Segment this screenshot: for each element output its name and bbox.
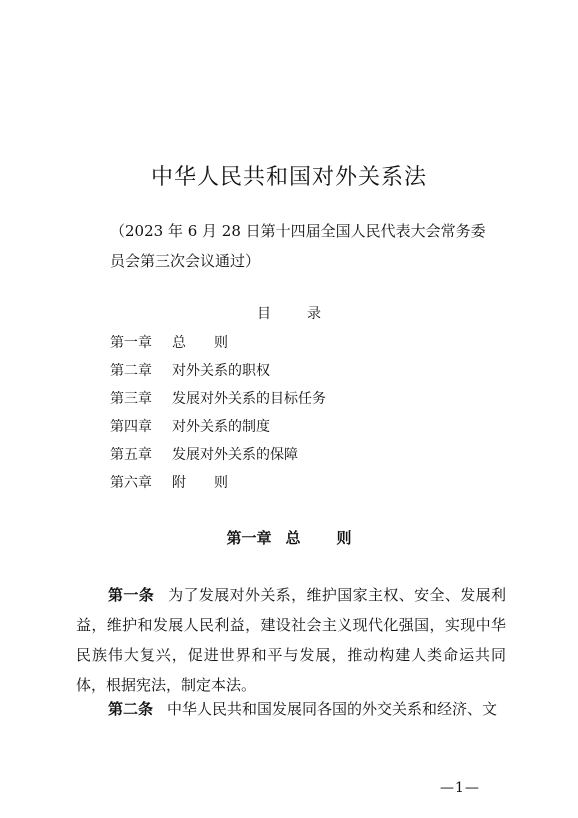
article-label: 第一条 (108, 586, 155, 604)
toc-entry-title: 对外关系的职权 (172, 363, 270, 379)
toc-entry (110, 469, 510, 497)
toc-entry-number: 第五章 (110, 447, 152, 463)
toc-entry-title: 发展对外关系的保障 (172, 447, 298, 463)
chapter-title-a: 总 (285, 529, 301, 547)
toc-heading (0, 303, 578, 323)
article-paragraph (76, 694, 506, 724)
chapter-number: 第一章 (226, 529, 272, 547)
toc-entry-number: 第一章 (110, 335, 152, 351)
page-number: —1— (440, 780, 480, 796)
toc-entry-title: 附 则 (172, 475, 228, 491)
toc-entry-number: 第三章 (110, 391, 152, 407)
article-text: 中华人民共和国发展同各国的外交关系和经济、文 (167, 700, 498, 718)
toc-entry-number: 第二章 (110, 363, 152, 379)
chapter-title-b: 则 (336, 529, 352, 547)
article-paragraph (76, 580, 506, 700)
article-label: 第二条 (108, 700, 154, 718)
chapter-heading (0, 527, 578, 548)
toc-entry (110, 357, 510, 385)
toc-entry (110, 413, 510, 441)
toc-entry (110, 329, 510, 357)
toc-entry (110, 385, 510, 413)
toc-entry-number: 第四章 (110, 419, 152, 435)
toc-heading-left: 目 (257, 306, 271, 322)
adoption-note: （2023 年 6 月 28 日第十四届全国人民代表大会常务委员会第三次会议通过） (110, 222, 486, 270)
toc-heading-right: 录 (307, 306, 321, 322)
toc-entry-title: 对外关系的制度 (172, 419, 270, 435)
article-text: 为了发展对外关系，维护国家主权、安全、发展利益，维护和发展人民利益，建设社会主义现代化强国，实现中华民族伟大复兴，促进世界和平与发展，推动构建人类命运共同体，根据宪法，制定本法。 (76, 586, 506, 694)
toc-entry-title: 发展对外关系的目标任务 (172, 391, 326, 407)
toc-entry (110, 441, 510, 469)
toc-entry-number: 第六章 (110, 475, 152, 491)
toc-entry-title: 总 则 (172, 335, 228, 351)
document-title: 中华人民共和国对外关系法 (150, 165, 427, 190)
table-of-contents (110, 329, 510, 497)
